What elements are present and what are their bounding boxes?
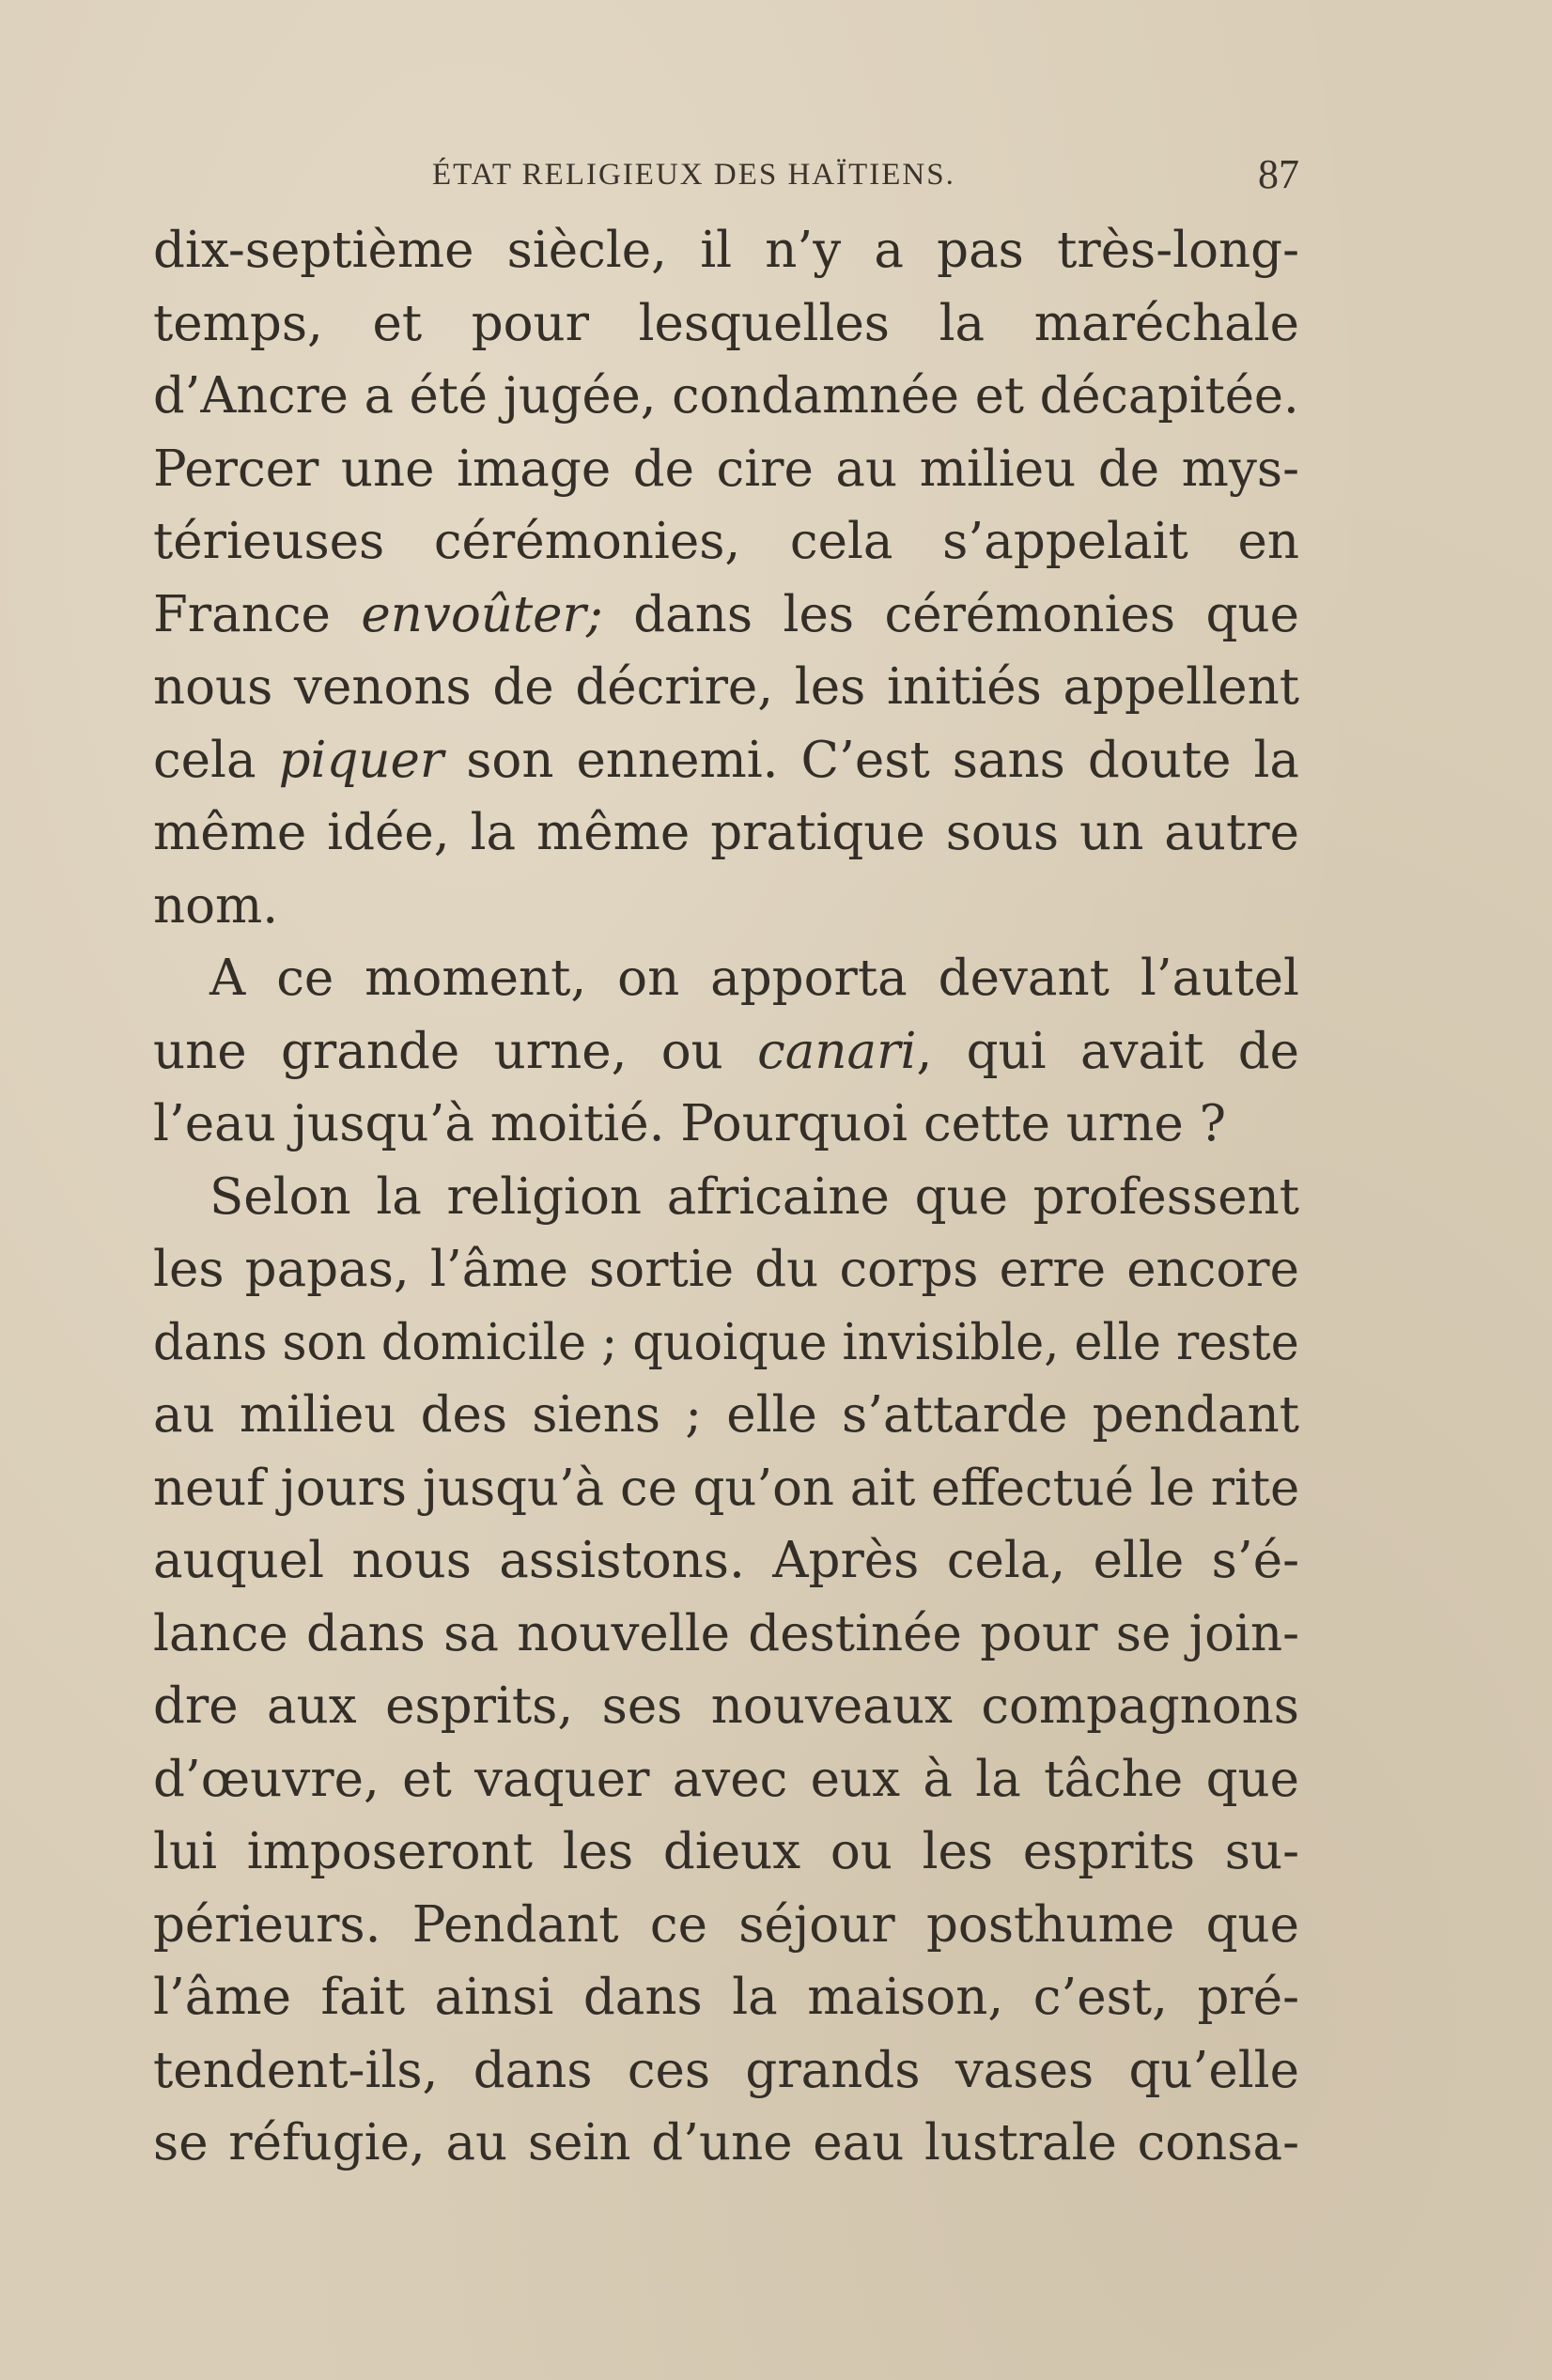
text-line: [153, 796, 1299, 870]
text-line: [153, 1306, 1299, 1380]
text-run: A ce moment, on apporta devant l’autel: [210, 950, 1299, 1007]
italic-text: canari: [757, 1022, 917, 1080]
text-run: Percer une image de cire au milieu de mys-: [153, 440, 1299, 498]
page-number: 87: [1258, 151, 1299, 197]
text-line: [153, 724, 1299, 797]
text-run: temps, et pour lesquelles la maréchale: [153, 294, 1299, 352]
text-line: [153, 360, 1299, 433]
text-line: [153, 942, 1299, 1015]
text-run: dre aux esprits, ses nouveaux compagnons: [153, 1677, 1299, 1735]
text-line: [153, 2107, 1299, 2180]
text-run: au milieu des siens ; elle s’attarde pendant: [153, 1386, 1299, 1444]
text-line: [153, 1598, 1299, 1671]
text-run: neuf jours jusqu’à ce qu’on ait effectué le rite: [153, 1459, 1300, 1517]
text-line: [153, 579, 1299, 652]
text-run: d’Ancre a été jugée, condamnée et décapitée.: [153, 367, 1299, 425]
text-line: [153, 1379, 1299, 1452]
text-run: tendent-ils, dans ces grands vases qu’elle: [153, 2041, 1299, 2099]
text-line: [153, 1743, 1299, 1816]
text-line: [153, 870, 1299, 943]
text-line: [153, 1670, 1299, 1743]
text-line: [153, 1889, 1299, 1962]
text-line: [153, 287, 1299, 361]
text-line: [153, 1161, 1299, 1234]
text-line: [153, 1961, 1299, 2034]
text-run: nom.: [153, 876, 279, 935]
text-run: dans son domicile ; quoique invisible, elle reste: [153, 1313, 1299, 1371]
body-text: [153, 214, 1299, 2180]
text-run: l’eau jusqu’à moitié. Pourquoi cette urne ?: [153, 1095, 1227, 1152]
text-line: [153, 651, 1299, 724]
text-run: dans les cérémonies que: [602, 585, 1299, 643]
text-run: térieuses cérémonies, cela s’appelait en: [153, 513, 1299, 570]
text-run: son ennemi. C’est sans doute la: [443, 731, 1300, 789]
running-title: ÉTAT RELIGIEUX DES HAÏTIENS.: [432, 158, 955, 192]
text-run: nous venons de décrire, les initiés appellent: [153, 658, 1299, 716]
text-run: se réfugie, au sein d’une eau lustrale consa-: [153, 2114, 1299, 2171]
italic-text: piquer: [278, 731, 444, 789]
text-line: [153, 1816, 1299, 1889]
text-run: lui imposeront les dieux ou les esprits su-: [153, 1823, 1299, 1880]
running-head: [153, 150, 1299, 207]
text-run: cela: [153, 731, 279, 789]
text-run: auquel nous assistons. Après cela, elle s’é-: [153, 1532, 1299, 1589]
text-run: l’âme fait ainsi dans la maison, c’est, pré-: [153, 1969, 1299, 2026]
text-run: France: [153, 585, 362, 643]
text-line: [153, 433, 1299, 506]
text-line: [153, 214, 1299, 287]
text-run: lance dans sa nouvelle destinée pour se join-: [153, 1604, 1299, 1662]
text-line: [153, 1015, 1299, 1089]
text-line: [153, 2034, 1299, 2108]
text-run: les papas, l’âme sortie du corps erre encore: [153, 1241, 1299, 1298]
italic-text: envoûter;: [361, 585, 603, 643]
text-run: même idée, la même pratique sous un autre: [153, 804, 1299, 861]
text-run: Selon la religion africaine que professent: [210, 1167, 1299, 1226]
text-run: périeurs. Pendant ce séjour posthume que: [153, 1895, 1299, 1954]
text-line: [153, 1524, 1299, 1598]
text-run: dix-septième siècle, il n’y a pas très-long-: [153, 222, 1299, 279]
text-run: d’œuvre, et vaquer avec eux à la tâche que: [153, 1750, 1299, 1808]
text-run: , qui avait de: [916, 1022, 1299, 1080]
text-line: [153, 1233, 1299, 1306]
text-line: [153, 1088, 1299, 1161]
text-line: [153, 1452, 1299, 1525]
text-line: [153, 505, 1299, 579]
text-run: une grande urne, ou: [153, 1022, 758, 1080]
